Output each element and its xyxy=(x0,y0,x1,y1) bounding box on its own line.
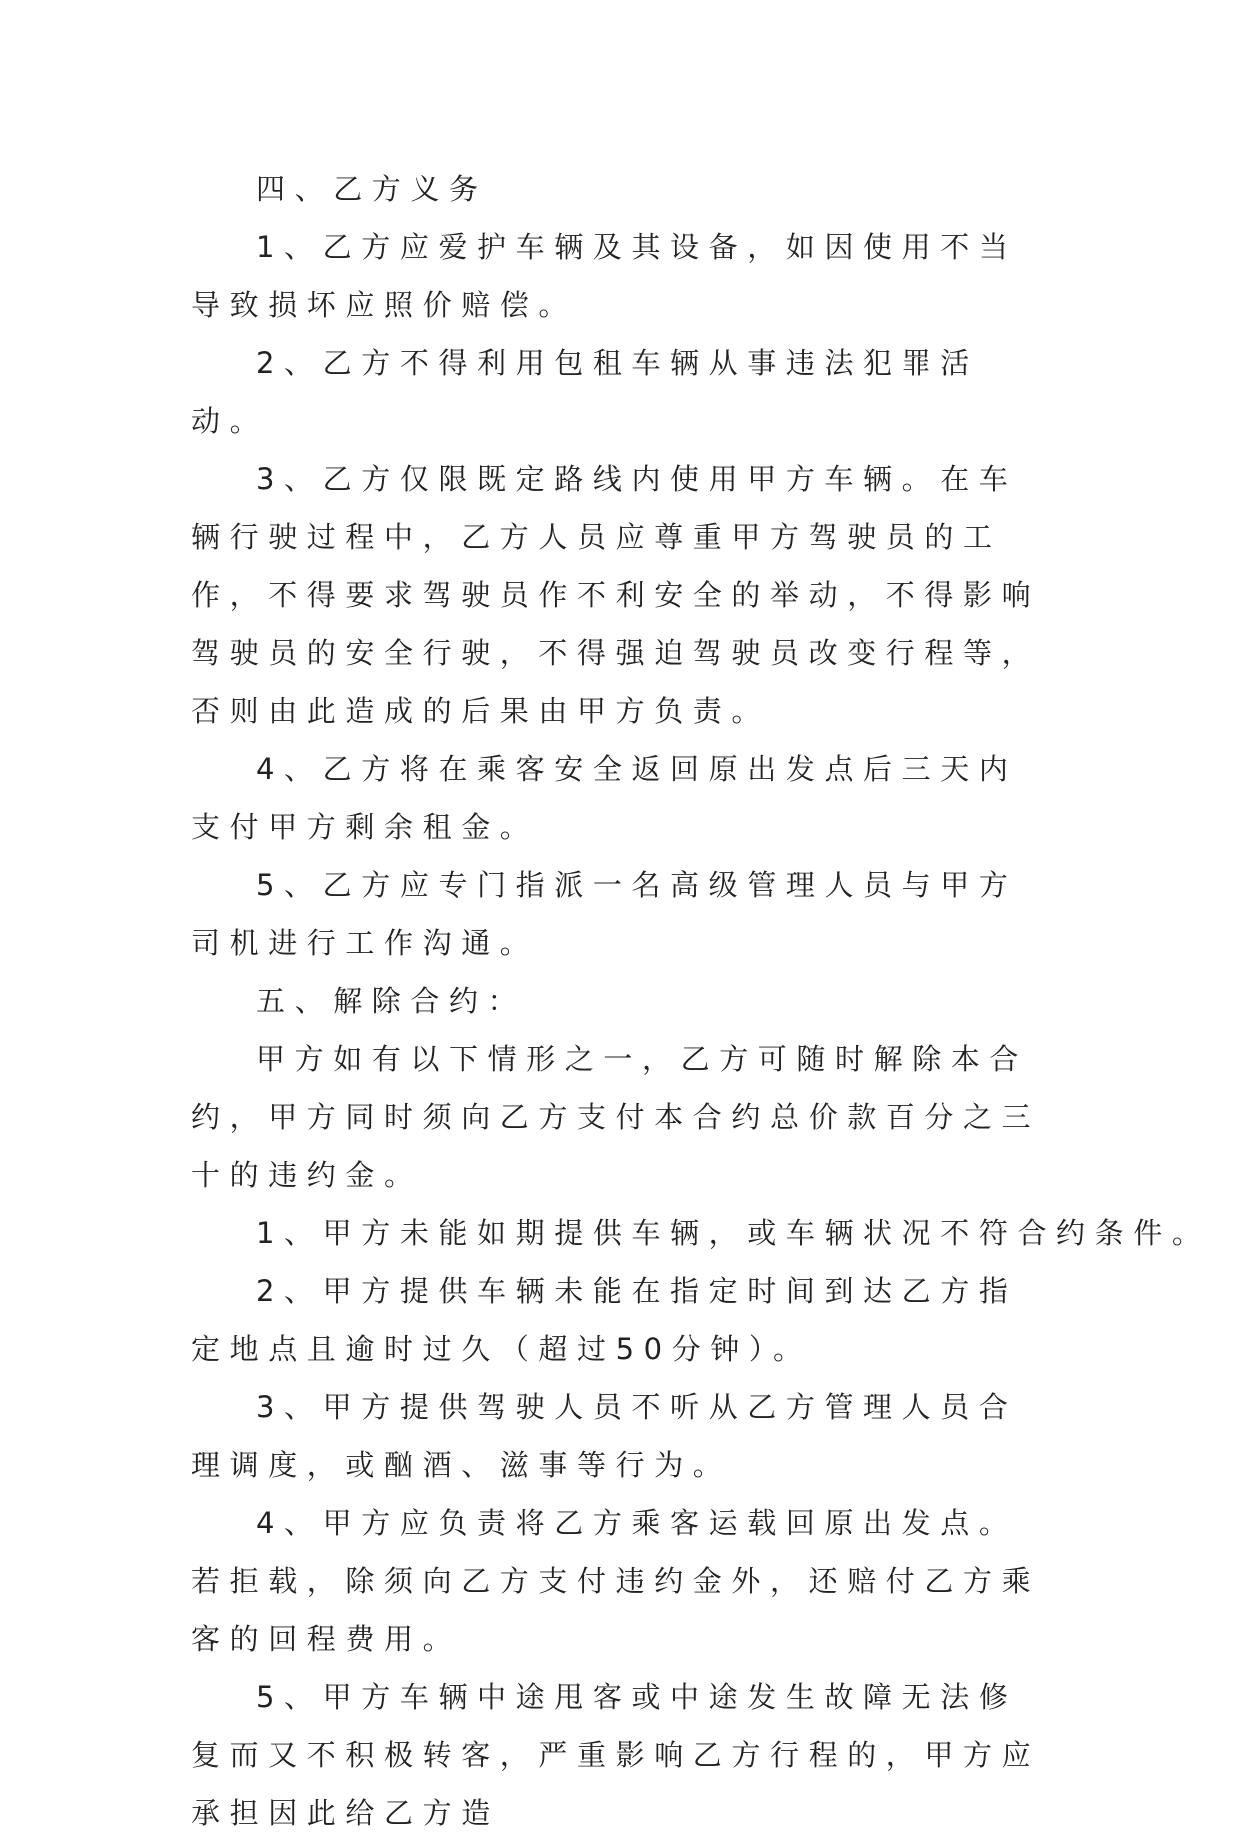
obligation-item-4: 4、乙方将在乘客安全返回原出发点后三天内支付甲方剩余租金。 xyxy=(191,752,1018,844)
termination-item-2: 2、甲方提供车辆未能在指定时间到达乙方指定地点且逾时过久（超过50分钟）。 xyxy=(191,1274,1018,1366)
termination-item-3: 3、甲方提供驾驶人员不听从乙方管理人员合理调度，或酗酒、滋事等行为。 xyxy=(191,1390,1018,1482)
document-body xyxy=(191,160,1211,1842)
obligation-item-1: 1、乙方应爱护车辆及其设备，如因使用不当导致损坏应照价赔偿。 xyxy=(191,230,1018,322)
obligation-item-3: 3、乙方仅限既定路线内使用甲方车辆。在车辆行驶过程中，乙方人员应尊重甲方驾驶员的工作，不得要求驾驶员作不利安全的举动，不得影响驾驶员的安全行驶，不得强迫驾驶员改变行程等，否则由此造成的后果由甲方负责。 xyxy=(191,462,1041,728)
termination-item-5: 5、甲方车辆中途甩客或中途发生故障无法修复而又不积极转客，严重影响乙方行程的，甲方应承担因此给乙方造 xyxy=(191,1680,1041,1830)
termination-intro: 甲方如有以下情形之一，乙方可随时解除本合约，甲方同时须向乙方支付本合约总价款百分之三十的违约金。 xyxy=(191,1042,1041,1192)
obligation-item-2: 2、乙方不得利用包租车辆从事违法犯罪活动。 xyxy=(191,346,979,438)
section-heading-termination: 五、解除合约： xyxy=(256,984,527,1018)
termination-item-1: 1、甲方未能如期提供车辆，或车辆状况不符合约条件。 xyxy=(256,1216,1211,1250)
obligation-item-5: 5、乙方应专门指派一名高级管理人员与甲方司机进行工作沟通。 xyxy=(191,868,1018,960)
section-heading-obligations: 四、乙方义务 xyxy=(256,172,488,206)
termination-item-4: 4、甲方应负责将乙方乘客运载回原出发点。若拒载，除须向乙方支付违约金外，还赔付乙方乘客的回程费用。 xyxy=(191,1506,1041,1656)
